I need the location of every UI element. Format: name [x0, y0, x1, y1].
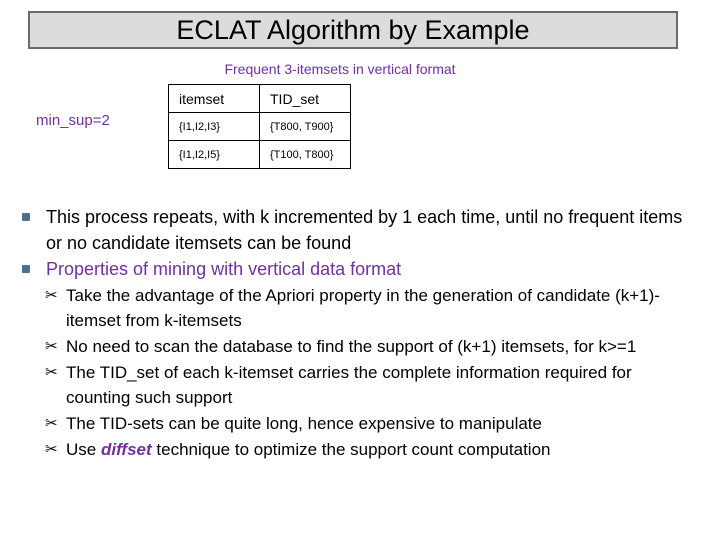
square-bullet-icon — [22, 213, 30, 221]
scissors-icon: ✂ — [45, 338, 58, 355]
bullet-list — [16, 204, 696, 462]
sub-bullet-text: The TID_set of each k-itemset carries the complete information required for counting such support — [66, 363, 632, 407]
page-title: ECLAT Algorithm by Example — [176, 14, 530, 45]
table-row — [169, 113, 351, 141]
scissors-icon: ✂ — [45, 441, 58, 458]
diffset-term: diffset — [100, 440, 152, 459]
table-cell-tid-set: {T800, T900} — [260, 113, 351, 141]
bullet-item — [16, 256, 696, 282]
scissors-icon: ✂ — [45, 287, 58, 304]
sub-bullet-text: The TID-sets can be quite long, hence expensive to manipulate — [66, 414, 542, 433]
sub-bullet-post: technique to optimize the support count computation — [151, 440, 551, 459]
table-row — [169, 141, 351, 169]
sub-bullet-item — [16, 334, 696, 359]
table-caption: Frequent 3-itemsets in vertical format — [224, 61, 456, 77]
column-header-tid-set: TID_set — [260, 85, 351, 113]
sub-bullet-pre: Use — [66, 440, 101, 459]
table-cell-itemset: {I1,I2,I3} — [169, 113, 260, 141]
sub-bullet-item — [16, 360, 696, 410]
bullet-text: Properties of mining with vertical data format — [46, 259, 402, 279]
scissors-icon: ✂ — [45, 364, 58, 381]
title-banner — [28, 11, 678, 49]
table-cell-tid-set: {T100, T800} — [260, 141, 351, 169]
frequent-itemsets-table — [168, 84, 351, 169]
sub-bullet-item — [16, 283, 696, 333]
bullet-text: This process repeats, with k incremented by 1 each time, until no frequent items or no candidate itemsets can be found — [46, 207, 683, 253]
square-bullet-icon — [22, 265, 30, 273]
scissors-icon: ✂ — [45, 415, 58, 432]
min-sup-label: min_sup=2 — [36, 112, 110, 129]
sub-bullet-item — [16, 437, 696, 462]
sub-bullet-item — [16, 411, 696, 436]
sub-bullet-text: Take the advantage of the Apriori property in the generation of candidate (k+1)-itemset from k-itemsets — [66, 286, 660, 330]
column-header-itemset: itemset — [169, 85, 260, 113]
table-cell-itemset: {I1,I2,I5} — [169, 141, 260, 169]
table-header-row — [169, 85, 351, 113]
bullet-item — [16, 204, 696, 256]
sub-bullet-text: No need to scan the database to find the support of (k+1) itemsets, for k>=1 — [66, 337, 637, 356]
